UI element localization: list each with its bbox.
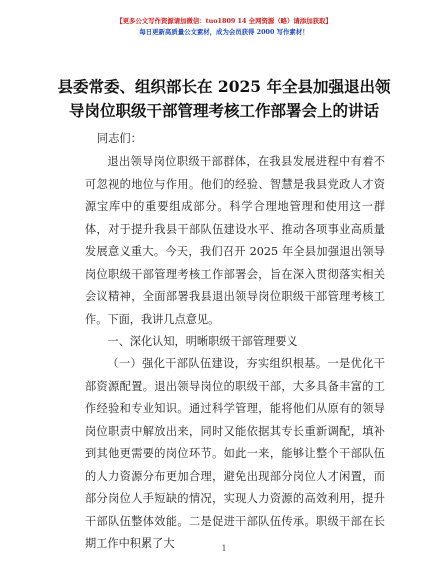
promo-banner-line-1: 【更多公文写作资源请加微信：tuo1809 14 全网资源（略）请添加获取】 (116, 17, 332, 25)
document-title-line-1: 县委常委、组织部长在 2025 年全县加强退出领 (57, 77, 391, 96)
section-heading-1: 一、深化认知，明晰职级干部管理要义 (107, 335, 298, 348)
greeting: 同志们： (97, 132, 142, 145)
promo-banner-line-2: 每日更新高质量公文素材，成为会员获得 2000 写作素材！ (139, 28, 309, 36)
page-number: 1 (221, 544, 227, 553)
intro-paragraph: 退出领导岗位职级干部群体，在我县发展进程中有着不可忽视的地位与作用。他们的经验、智慧是我县党政人才资源宝库中的重要组成部分。科学合理地管理和使用这一群体，对于提升我县干部队伍建设水平、推动各项事业高质量发展意义重大。今天，我们召开 2025 年全县加强退出领导岗位职级干部管理考核工作部署会，旨在深入贯彻落实相关会议精神，全面部署我县退出领导岗位职级干部管理考核工作。下面，我讲几点意见。 (85, 155, 385, 326)
section-1-paragraph: （一）强化干部队伍建设，夯实组织根基。一是优化干部资源配置。退出领导岗位的职级干部，大多具备丰富的工作经验和专业知识。通过科学管理，能将他们从原有的领导岗位职责中解放出来，同时又能依据其专长重新调配，填补到其他更需要的岗位环节。如此一来，能够让整个干部队伍的人力资源分布更加合理，避免出现部分岗位人才闲置，而部分岗位人手短缺的情况，实现人力资源的高效利用，提升干部队伍整体效能。二是促进干部队伍传承。职级干部在长期工作中积累了大 (85, 357, 385, 550)
document-title-line-2: 导岗位职级干部管理考核工作部署会上的讲话 (68, 101, 379, 120)
